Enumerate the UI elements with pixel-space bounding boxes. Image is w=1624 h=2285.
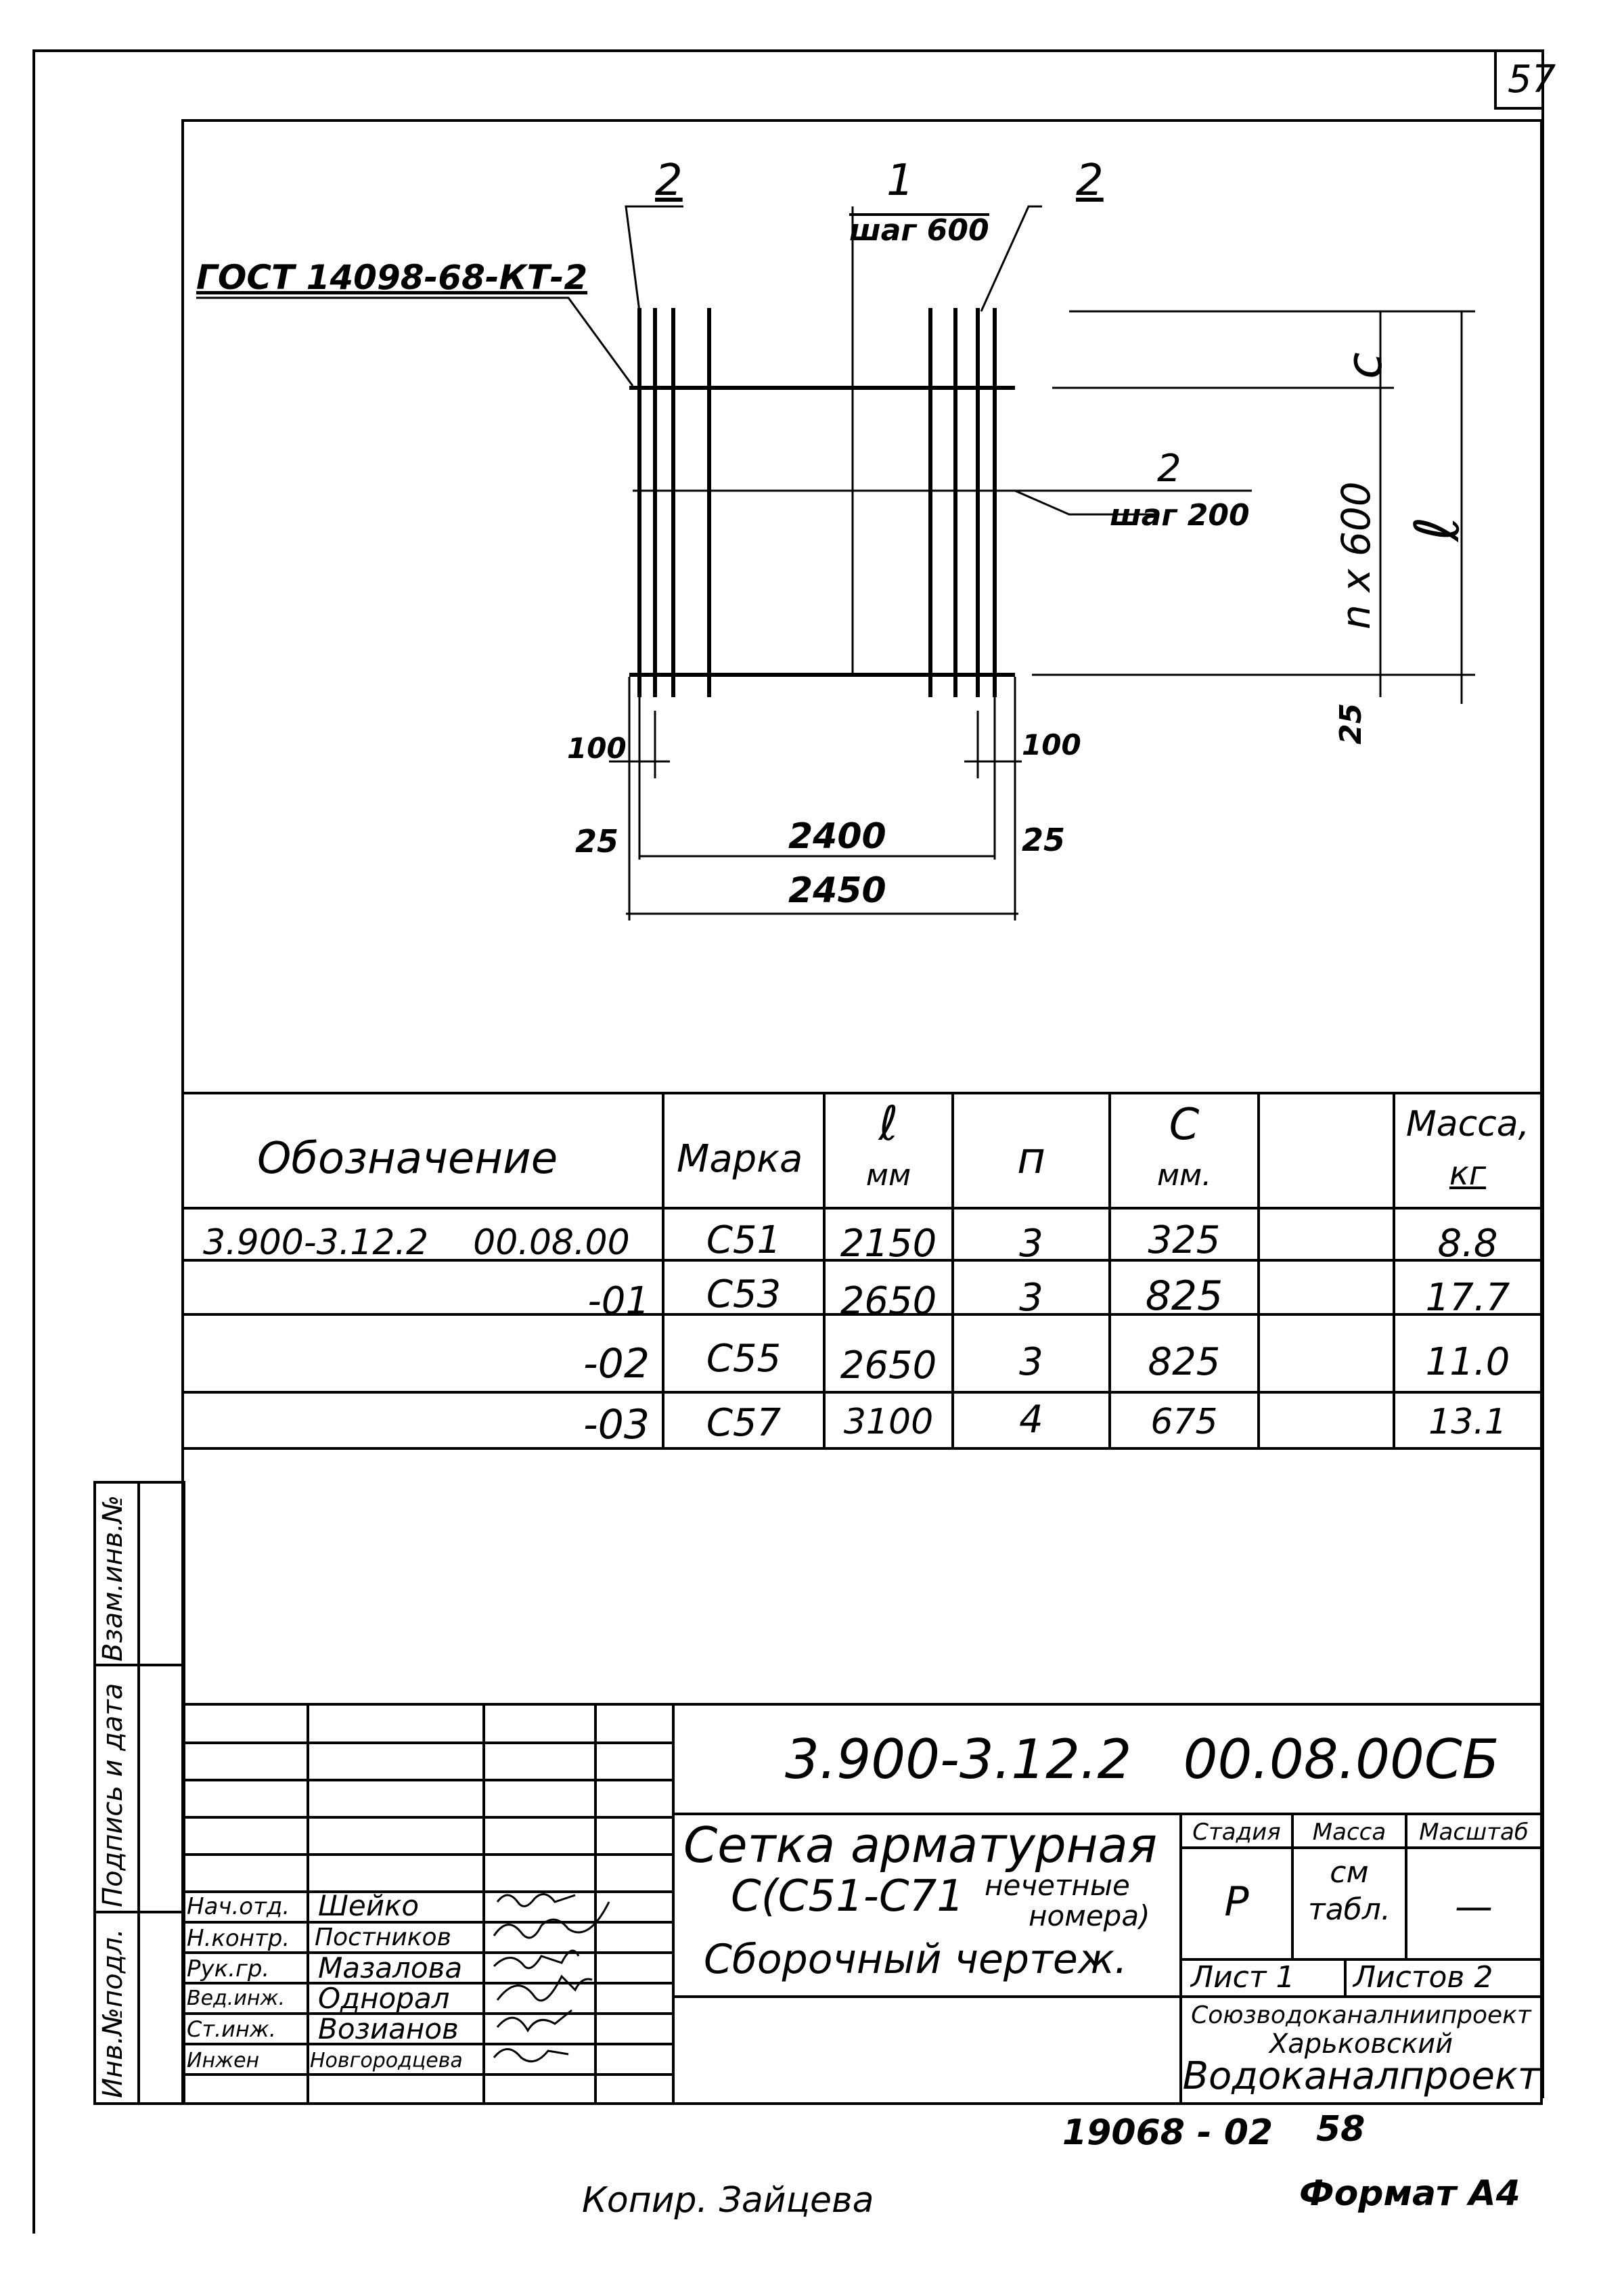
copier-label: Копир. Зайцева xyxy=(582,2180,874,2221)
org-line1: Союзводоканалниипроект xyxy=(1191,2001,1531,2029)
archive-number: 19068 - 02 xyxy=(1062,2112,1273,2153)
stage-label: Стадия xyxy=(1192,1819,1281,1846)
dim-100-right: 100 xyxy=(1022,728,1081,761)
title-line1: Сетка арматурная xyxy=(683,1817,1158,1873)
row-c: 825 xyxy=(1145,1272,1223,1320)
callout-2-mid-pitch: шаг 200 xyxy=(1110,498,1250,533)
stage-value: Р xyxy=(1224,1878,1249,1926)
person-name: Мазалова xyxy=(318,1951,463,1984)
row-l: 2650 xyxy=(840,1344,937,1388)
dim-25-vertical: 25 xyxy=(1334,703,1368,745)
row-mass: 13.1 xyxy=(1428,1402,1507,1442)
title-line3: Сборочный чертеж. xyxy=(704,1936,1127,1983)
row-mark: С57 xyxy=(706,1401,782,1445)
row-c: 825 xyxy=(1148,1340,1221,1384)
row-mass: 17.7 xyxy=(1425,1276,1510,1320)
callout-1-pitch: шаг 600 xyxy=(849,213,989,248)
row-mass: 11.0 xyxy=(1425,1340,1510,1384)
header-mass-unit: кг xyxy=(1449,1155,1487,1193)
title-line2-note2: номера) xyxy=(1029,1899,1150,1932)
callout-2-right: 2 xyxy=(1076,156,1104,206)
row-designation: -01 xyxy=(587,1279,650,1323)
dim-25-right: 25 xyxy=(1022,822,1066,858)
dim-100-left: 100 xyxy=(567,732,627,765)
header-l-symbol: ℓ xyxy=(878,1096,899,1151)
gost-label: ГОСТ 14098-68-КТ-2 xyxy=(196,258,588,297)
scale-label: Масштаб xyxy=(1419,1819,1529,1846)
org-line2: Харьковский xyxy=(1269,2028,1453,2060)
signature-1 xyxy=(497,1894,575,1907)
callout-2-mid: 2 xyxy=(1157,447,1181,491)
row-mark: С51 xyxy=(706,1218,782,1262)
callout-1: 1 xyxy=(886,156,914,206)
doc-code: 3.900-3.12.2 00.08.00СБ xyxy=(785,1728,1499,1791)
row-c: 675 xyxy=(1150,1402,1218,1442)
dim-l: ℓ xyxy=(1402,516,1473,541)
org-line3: Водоканалпроект xyxy=(1182,2054,1540,2098)
signatures xyxy=(484,1885,639,2102)
signature-4 xyxy=(497,1976,592,2001)
header-c-unit: мм. xyxy=(1156,1158,1212,1193)
row-mark: С53 xyxy=(706,1272,782,1316)
header-mark: Марка xyxy=(677,1137,803,1181)
header-designation: Обозначение xyxy=(257,1134,558,1184)
signature-3 xyxy=(494,1951,579,1968)
row-l: 2650 xyxy=(840,1279,937,1323)
row-l: 3100 xyxy=(843,1402,934,1442)
mass-value-2: табл. xyxy=(1308,1892,1391,1927)
sheets-label: Листов 2 xyxy=(1353,1960,1493,1995)
header-n: п xyxy=(1017,1134,1045,1184)
person-name: Новгородцева xyxy=(310,2049,463,2072)
title-line2-note1: нечетные xyxy=(985,1869,1130,1902)
row-designation: 3.900-3.12.2 00.08.00 xyxy=(203,1222,630,1263)
person-role: Н.контр. xyxy=(187,1925,290,1952)
header-c-symbol: С xyxy=(1169,1100,1200,1150)
sheet-number: 57 xyxy=(1508,58,1556,102)
title-line2: С(С51-С71 xyxy=(731,1871,964,1922)
person-name: Постников xyxy=(315,1924,451,1951)
row-n: 4 xyxy=(1019,1398,1043,1442)
person-name: Однорал xyxy=(318,1982,450,2015)
dim-25-left: 25 xyxy=(575,823,619,860)
row-mark: С55 xyxy=(706,1337,782,1381)
mass-value-1: см xyxy=(1330,1855,1369,1890)
dim-2400: 2400 xyxy=(788,816,886,857)
row-c: 325 xyxy=(1148,1218,1221,1262)
row-n: 3 xyxy=(1019,1340,1043,1384)
header-mass: Масса, xyxy=(1405,1104,1530,1145)
signature-2 xyxy=(494,1902,609,1938)
signature-5 xyxy=(497,2010,572,2031)
sheet-label: Лист 1 xyxy=(1191,1960,1295,1995)
format-label: Формат А4 xyxy=(1299,2173,1520,2214)
page-58: 58 xyxy=(1316,2109,1366,2150)
header-l-unit: мм xyxy=(865,1158,911,1193)
person-role: Ст.инж. xyxy=(187,2016,276,2042)
side-stamp-inv-replace: Взам.инв.№ xyxy=(97,1494,129,1662)
row-n: 3 xyxy=(1019,1276,1043,1320)
person-role: Рук.гр. xyxy=(187,1955,270,1982)
person-role: Вед.инж. xyxy=(187,1987,285,2010)
side-stamp-sign-date: Подпись и дата xyxy=(97,1683,129,1907)
mass-label: Масса xyxy=(1312,1819,1386,1846)
signature-6 xyxy=(494,2049,568,2062)
person-role: Нач.отд. xyxy=(187,1893,290,1920)
person-role: Инжен xyxy=(187,2049,260,2072)
row-n: 3 xyxy=(1019,1222,1043,1266)
mesh-drawing xyxy=(629,308,1015,697)
row-mass: 8.8 xyxy=(1437,1222,1498,1266)
side-stamp-inv-orig: Инв.№подл. xyxy=(97,1928,129,2098)
dim-2450: 2450 xyxy=(788,870,886,911)
dim-nx600: n x 600 xyxy=(1333,481,1379,629)
dim-c: c xyxy=(1336,352,1393,379)
scale-value: — xyxy=(1455,1885,1493,1929)
callout-2-left: 2 xyxy=(655,156,683,206)
row-l: 2150 xyxy=(840,1222,937,1266)
row-designation: -03 xyxy=(583,1401,650,1448)
row-designation: -02 xyxy=(583,1340,650,1388)
person-name: Возианов xyxy=(318,2012,459,2045)
person-name: Шейко xyxy=(318,1889,420,1922)
